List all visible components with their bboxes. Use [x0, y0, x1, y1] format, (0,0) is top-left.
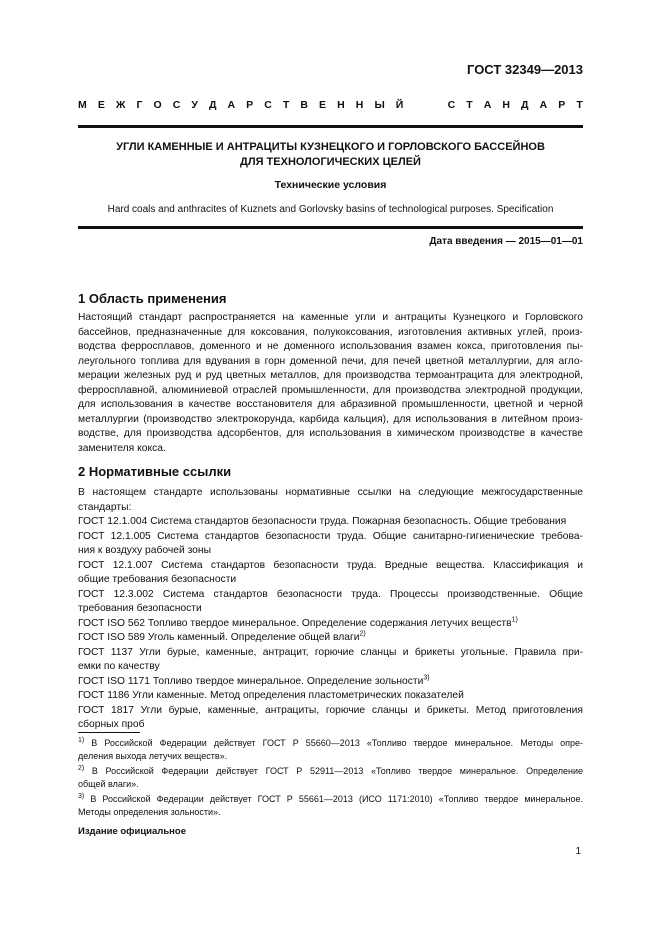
banner-letter: О: [153, 99, 162, 111]
banner-letter: А: [539, 99, 548, 111]
normative-reference-line: [78, 718, 583, 733]
banner-letter: С: [447, 99, 456, 111]
banner-letter: Ж: [115, 99, 126, 111]
banner-letter: Ы: [374, 99, 385, 111]
reference-text: ГОСТ 1137 Угли бурые, каменные, антрацит, горючие сланцы и брикеты угольные. Правила при-: [78, 646, 583, 658]
footnote-text-continued: деления выхода летучих веществ».: [78, 750, 228, 761]
section-1-line: для использования в качестве восстановителя для абразивной промышленности, цветной и черной: [78, 399, 583, 410]
section-1-heading: 1 Область применения: [78, 291, 227, 306]
normative-reference-line: [78, 689, 583, 704]
normative-reference-line: [78, 646, 583, 661]
banner-letter: С: [264, 99, 272, 111]
section-1-line: мерации железных руд и руд цветных металлов, для производства термоантрацита для электродной,: [78, 370, 583, 381]
section-1-line: ферросплавной, алюминиевой отраслей промышленности, для производства электродной продукции,: [78, 384, 583, 396]
normative-reference-line: [78, 617, 583, 632]
banner-letter: Д: [208, 99, 217, 111]
banner-letter: Е: [97, 99, 105, 111]
page-number: 1: [575, 846, 581, 857]
normative-reference-line: [78, 486, 583, 501]
normative-reference-line: [78, 559, 583, 574]
normative-reference-line: [78, 588, 583, 603]
footnote-text-continued: Методы определения зольности».: [78, 806, 221, 817]
official-edition-label: Издание официальное: [78, 826, 186, 837]
normative-reference-line: [78, 515, 583, 530]
reference-text: ГОСТ ISO 589 Уголь каменный. Определение общей влаги: [78, 632, 360, 643]
reference-text: В настоящем стандарте использованы нормативные ссылки на следующие межгосударственные: [78, 487, 583, 498]
section-1-line: водства ферросплавов, доменного и не доменного использования взамен кокса, приготовления пы-: [78, 341, 583, 352]
normative-reference-line: [78, 501, 583, 516]
section-1-line: металлургии (производство электрокорунда, карбида кальция), для использования в литейном произ-: [78, 413, 583, 425]
banner-letter: В: [300, 99, 308, 111]
reference-text: общие требования безопасности: [78, 574, 237, 585]
interstate-standard-banner: [78, 99, 583, 111]
title-line-2: ДЛЯ ТЕХНОЛОГИЧЕСКИХ ЦЕЛЕЙ: [240, 156, 421, 168]
banner-letter: Й: [395, 99, 404, 111]
reference-text: ГОСТ 1186 Угли каменные. Метод определения пластометрических показателей: [78, 690, 464, 701]
reference-text: сборных проб: [78, 719, 145, 730]
footnote-text-continued: общей влаги».: [78, 778, 139, 789]
banner-letter: Т: [282, 99, 290, 111]
section-2-body: [78, 486, 583, 733]
normative-reference-line: [78, 675, 583, 690]
banner-letter: Р: [246, 99, 254, 111]
normative-reference-line: [78, 631, 583, 646]
section-1-line: леугольного топлива для вдувания в горн доменной печи, для печей цветной металлургии, для агло-: [78, 355, 583, 367]
footnote-text: В Российской Федерации действует ГОСТ Р 55661—2013 (ИСО 1171:2010) «Топливо твердое минеральное.: [90, 794, 583, 804]
section-1-line: водстве, для производства адсорбентов, для использования в химическом производстве в качестве: [78, 428, 583, 439]
reference-text: ГОСТ 1817 Угли бурые, каменные, антрациты, горючие сланцы и брикеты. Метод приготовления: [78, 704, 583, 716]
reference-text: ГОСТ 12.1.005 Система стандартов безопасности труда. Общие санитарно-гигиенические требова-: [78, 530, 583, 542]
banner-letter: У: [191, 99, 198, 111]
document-title: [78, 140, 583, 170]
footnotes: [78, 737, 583, 821]
footnote-mark: 1): [78, 737, 85, 744]
banner-letter: А: [227, 99, 236, 111]
normative-reference-line: [78, 660, 583, 675]
reference-text: емки по качеству: [78, 661, 160, 672]
banner-letter: Н: [502, 99, 510, 111]
reference-text: стандарты:: [78, 501, 132, 513]
title-line-1: УГЛИ КАМЕННЫЕ И АНТРАЦИТЫ КУЗНЕЦКОГО И ГОРЛОВСКОГО БАССЕЙНОВ: [116, 141, 545, 153]
footnote: [78, 765, 583, 790]
footnote-mark: 3): [78, 793, 85, 800]
document-code: ГОСТ 32349—2013: [467, 62, 583, 77]
footnote-mark: 2): [78, 765, 85, 772]
banner-letter: Т: [576, 99, 583, 111]
banner-letter: С: [172, 99, 181, 111]
document-subtitle: Технические условия: [274, 179, 387, 191]
footnote-text: В Российской Федерации действует ГОСТ Р 55660—2013 «Топливо твердое минеральное. Методы опре-: [91, 738, 583, 748]
banner-letter: М: [78, 99, 87, 111]
footnote-rule: [78, 732, 140, 733]
bottom-rule: [78, 226, 583, 229]
reference-text: ГОСТ ISO 1171 Топливо твердое минеральное. Определение зольности: [78, 675, 424, 687]
reference-text: ГОСТ 12.3.002 Система стандартов безопасности труда. Процессы производственные. Общие: [78, 588, 583, 600]
section-1-line: заменителя кокса.: [78, 442, 166, 454]
normative-reference-line: [78, 530, 583, 545]
footnote: [78, 737, 583, 762]
normative-reference-line: [78, 602, 583, 617]
normative-reference-line: [78, 704, 583, 719]
section-1-line: бассейнов, предназначенные для коксования, полукоксования, изготовления активных углей, произ-: [78, 326, 583, 338]
footnote-text: В Российской Федерации действует ГОСТ Р 52911—2013 «Топливо твердое минеральное. Определение: [91, 766, 583, 776]
normative-reference-line: [78, 573, 583, 588]
introduction-date: Дата введения — 2015—01—01: [429, 236, 583, 247]
banner-letter: Д: [521, 99, 529, 111]
reference-text: требования безопасности: [78, 603, 202, 614]
banner-letter: Н: [355, 99, 364, 111]
footnote-marker: 1): [511, 616, 518, 624]
banner-letter: Т: [466, 99, 473, 111]
section-1-body: [78, 311, 583, 456]
banner-letter: А: [483, 99, 492, 111]
section-1-line: Настоящий стандарт распространяется на каменные угли и антрациты Кузнецкого и Горловского: [78, 312, 583, 323]
footnote-marker: 2): [359, 630, 366, 638]
section-2-heading: 2 Нормативные ссылки: [78, 464, 232, 479]
reference-text: ГОСТ ISO 562 Топливо твердое минеральное. Определение содержания летучих веществ: [78, 617, 512, 629]
top-rule: [78, 125, 583, 128]
footnote-marker: 3): [423, 674, 430, 682]
banner-letter: Е: [319, 99, 327, 111]
banner-letter: Р: [558, 99, 566, 111]
reference-text: ГОСТ 12.1.007 Система стандартов безопасности труда. Вредные вещества. Классификация и: [78, 559, 583, 571]
english-title: Hard coals and anthracites of Kuznets and Gorlovsky basins of technological purposes. Specification: [107, 204, 554, 215]
normative-reference-line: [78, 544, 583, 559]
banner-letter: Г: [136, 99, 143, 111]
reference-text: ГОСТ 12.1.004 Система стандартов безопасности труда. Пожарная безопасность. Общие требования: [78, 516, 567, 527]
reference-text: ния к воздуху рабочей зоны: [78, 545, 211, 556]
banner-letter: Н: [337, 99, 345, 111]
footnote: [78, 793, 583, 818]
